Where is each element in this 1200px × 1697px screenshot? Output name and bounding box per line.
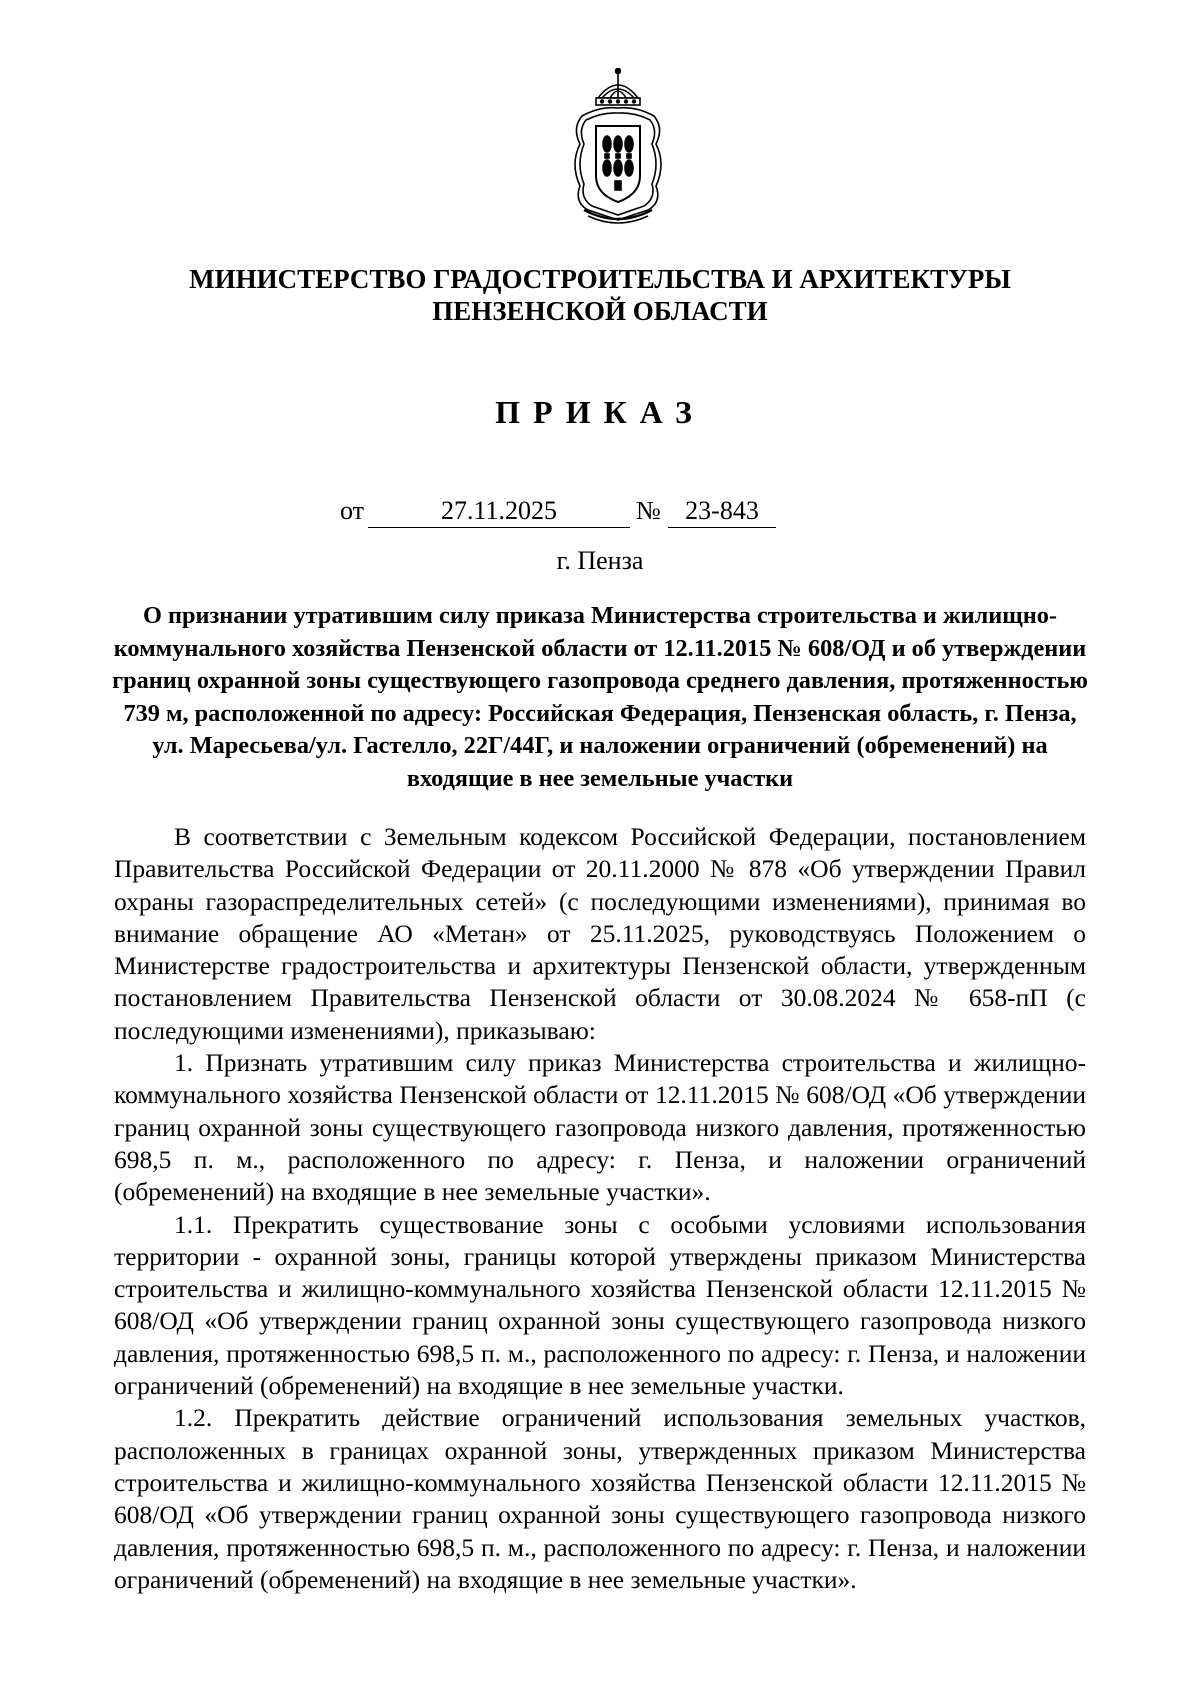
order-number: 23-843: [668, 495, 776, 528]
date-label: от: [340, 496, 365, 525]
number-label: №: [636, 496, 661, 525]
registration-line: [0, 495, 1200, 531]
preamble-paragraph: В соответствии с Земельным кодексом Российской Федерации, постановлением Правительства Российской Федерации от 20.11.2000 № 878 «Об утверждении Правил охраны газораспределительных сетей» (с последующими изменениями), принимая во внимание обращение АО «Метан» от 25.11.2025, руководствуясь Положением о Министерстве градостроительства и архитектуры Пензенской области, утвержденным постановлением Правительства Пензенской области от 30.08.2024 № 658-пП (с последующими изменениями), приказываю:: [114, 822, 1086, 1045]
paragraph-item-1-2: 1.2. Прекратить действие ограничений использования земельных участков, расположенных в границах охранной зоны, утвержденных приказом Министерства строительства и жилищно-коммунального хозяйства Пензенской области 12.11.2015 № 608/ОД «Об утверждении границ охранной зоны существующего газопровода низкого давления, протяженностью 698,5 п. м., расположенного по адресу: г. Пенза, и наложении ограничений (обременений) на входящие в нее земельные участки».: [114, 1403, 1086, 1594]
document-body: [114, 821, 1086, 1596]
order-date: 27.11.2025: [368, 495, 630, 528]
paragraph-item-1: 1. Признать утратившим силу приказ Министерства строительства и жилищно-коммунального хозяйства Пензенской области от 12.11.2015 № 608/ОД «Об утверждении границ охранной зоны существующего газопровода низкого давления, протяженностью 698,5 п. м., расположенного по адресу: г. Пенза, и наложении ограничений (обременений) на входящие в нее земельные участки».: [114, 1048, 1086, 1207]
ministry-name-line1: МИНИСТЕРСТВО ГРАДОСТРОИТЕЛЬСТВА И АРХИТЕКТУРЫ: [189, 264, 1011, 294]
paragraph-item-1-1: 1.1. Прекратить существование зоны с особыми условиями использования территории - охранной зоны, границы которой утверждены приказом Министерства строительства и жилищно-коммунального хозяйства Пензенской области 12.11.2015 № 608/ОД «Об утверждении границ охранной зоны существующего газопровода низкого давления, протяженностью 698,5 п. м., расположенного по адресу: г. Пенза, и наложении ограничений (обременений) на входящие в нее земельные участки.: [114, 1209, 1086, 1401]
city: г. Пенза: [556, 546, 644, 575]
ministry-name: [100, 263, 1100, 327]
coat-of-arms-icon: [566, 68, 670, 226]
ministry-name-line2: ПЕНЗЕНСКОЙ ОБЛАСТИ: [432, 296, 768, 326]
document-type: ПРИКАЗ: [495, 394, 705, 430]
document-title: О признании утратившим силу приказа Министерства строительства и жилищно-коммунального хозяйства Пензенской области от 12.11.2015 № 608/ОД и об утверждении границ охранной зоны существующего газопровода среднего давления, протяженностью 739 м, расположенной по адресу: Российская Федерация, Пензенская область, г. Пенза, ул. Маресьева/ул. Гастелло, 22Г/44Г, и наложении ограничений (обременений) на входящие в нее земельные участки: [112, 602, 1088, 792]
